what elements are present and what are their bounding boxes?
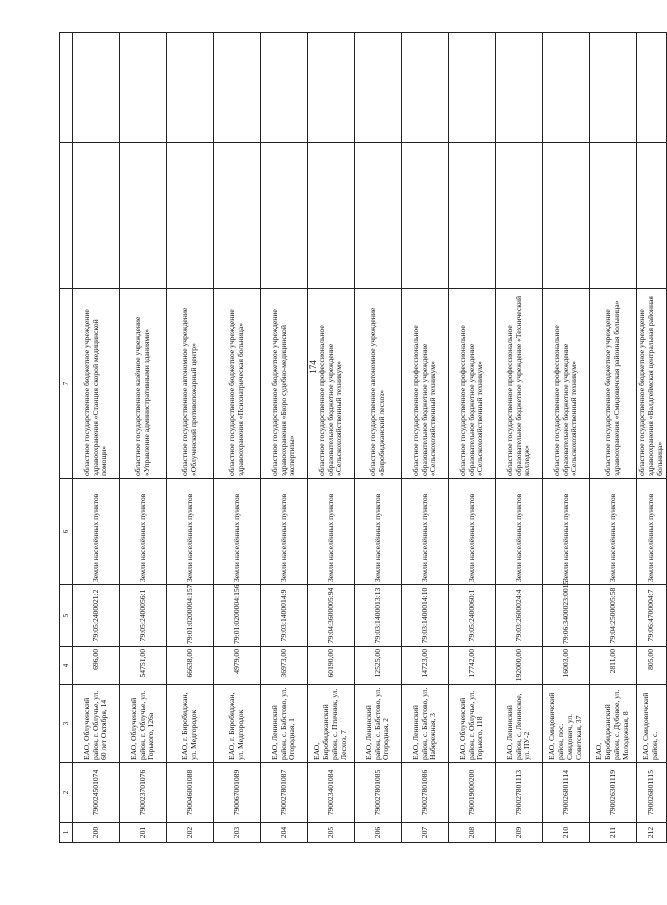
object-id: 790027801087 bbox=[261, 763, 308, 823]
land-category: Земли населённых пунктов bbox=[496, 479, 543, 585]
row-number: 212 bbox=[637, 823, 667, 843]
rotated-document bbox=[59, 33, 664, 843]
rights-holder: областное государственное бюджетное учреждение здравоохранения «Бюро судебно-медицинской экспертизы» bbox=[261, 289, 308, 479]
rights-holder: областное государственное бюджетное учреждение здравоохранения «Смидовичская районная больница» bbox=[590, 289, 637, 479]
land-category: Земли населённых пунктов bbox=[355, 479, 402, 585]
area-value: 805,00 bbox=[637, 647, 667, 685]
land-category: Земли населённых пунктов bbox=[214, 479, 261, 585]
address: ЕАО, Смидовичский район, пос. Смидович, ул. Советская, 37 bbox=[543, 685, 590, 763]
row-number: 200 bbox=[73, 823, 120, 843]
row-number: 205 bbox=[308, 823, 355, 843]
table-row bbox=[214, 33, 261, 843]
empty-cell bbox=[637, 143, 667, 289]
land-category: Земли населённых пунктов bbox=[167, 479, 214, 585]
land-category: Земли населённых пунктов bbox=[120, 479, 167, 585]
header-cell: 7 bbox=[60, 289, 73, 479]
area-value: 66638,00 bbox=[167, 647, 214, 685]
empty-cell bbox=[167, 143, 214, 289]
rights-holder: областное государственное бюджетное учреждение здравоохранения «Валдгеймская центральная районная больница» bbox=[637, 289, 667, 479]
object-id: 790027801113 bbox=[496, 763, 543, 823]
object-id: 790027801085 bbox=[355, 763, 402, 823]
object-id: 790067001089 bbox=[214, 763, 261, 823]
cadastral-number: 79:03:2600024:4 bbox=[496, 585, 543, 647]
area-value: 2811,00 bbox=[590, 647, 637, 685]
empty-cell bbox=[308, 143, 355, 289]
rights-holder: областное государственное профессиональное образовательное бюджетное учреждение «Технический колледж» bbox=[496, 289, 543, 479]
page-number: 174 bbox=[307, 360, 318, 374]
area-value: 14723,00 bbox=[402, 647, 449, 685]
empty-cell bbox=[449, 143, 496, 289]
row-number: 202 bbox=[167, 823, 214, 843]
rights-holder: областное государственное бюджетное учреждение здравоохранения «Психиатрическая больница» bbox=[214, 289, 261, 479]
row-number: 203 bbox=[214, 823, 261, 843]
address: ЕАО, Биробиджанский район, с. Дубовое, ул. Молодежная, 8 bbox=[590, 685, 637, 763]
address: ЕАО, Облученский район, г. Облучье, ул. Горького, 118 bbox=[449, 685, 496, 763]
cadastral-number: 79:01:0200004:156 bbox=[214, 585, 261, 647]
address: ЕАО, Облученский район, г. Облучье, ул. 60 лет Октября, 14 bbox=[73, 685, 120, 763]
table-row bbox=[355, 33, 402, 843]
area-value: 54751,00 bbox=[120, 647, 167, 685]
header-cell: 3 bbox=[60, 685, 73, 763]
land-category: Земли населённых пунктов bbox=[73, 479, 120, 585]
empty-cell bbox=[214, 143, 261, 289]
empty-cell bbox=[590, 143, 637, 289]
land-category: Земли населённых пунктов bbox=[402, 479, 449, 585]
row-number: 208 bbox=[449, 823, 496, 843]
empty-cell bbox=[355, 33, 402, 143]
header-cell-empty bbox=[60, 143, 73, 289]
table-row bbox=[449, 33, 496, 843]
row-number: 210 bbox=[543, 823, 590, 843]
row-number: 211 bbox=[590, 823, 637, 843]
empty-cell bbox=[261, 33, 308, 143]
empty-cell bbox=[590, 33, 637, 143]
table-row bbox=[637, 33, 667, 843]
header-cell: 6 bbox=[60, 479, 73, 585]
rights-holder: областное государственное профессиональное образовательное бюджетное учреждение «Сельскохозяйственный техникум» bbox=[402, 289, 449, 479]
empty-cell bbox=[543, 143, 590, 289]
empty-cell bbox=[261, 143, 308, 289]
empty-cell bbox=[449, 33, 496, 143]
cadastral-number: 79:05:2400060:1 bbox=[449, 585, 496, 647]
empty-cell bbox=[543, 33, 590, 143]
empty-cell bbox=[637, 33, 667, 143]
area-value: 12525,00 bbox=[355, 647, 402, 685]
table-row bbox=[73, 33, 120, 843]
address: ЕАО, Смидовичский район, с. bbox=[637, 685, 667, 763]
header-cell: 5 bbox=[60, 585, 73, 647]
area-value: 696,00 bbox=[73, 647, 120, 685]
address: ЕАО, г. Биробиджан, ул. Медгородок bbox=[167, 685, 214, 763]
empty-cell bbox=[308, 33, 355, 143]
empty-cell bbox=[73, 143, 120, 289]
address: ЕАО, Ленинский район, с. Бабстово, ул. Набережная, 3 bbox=[402, 685, 449, 763]
rights-holder: областное государственное бюджетное учреждение здравоохранения «Станция скорой медицинской помощи» bbox=[73, 289, 120, 479]
rights-holder: областное государственное профессиональное образовательное бюджетное учреждение «Сельскохозяйственный техникум» bbox=[308, 289, 355, 479]
land-registry-table bbox=[59, 32, 667, 843]
object-id: 790019000200 bbox=[449, 763, 496, 823]
address: ЕАО, г. Биробиджан, ул. Медгородок bbox=[214, 685, 261, 763]
area-value: 17742,00 bbox=[449, 647, 496, 685]
cadastral-number: 79:06:3400023:0015 bbox=[543, 585, 590, 647]
rights-holder: областное государственное автономное учреждение «Облученский противопожарный центр» bbox=[167, 289, 214, 479]
land-category: Земли населённых пунктов bbox=[590, 479, 637, 585]
cadastral-number: 79:04:3600005:94 bbox=[308, 585, 355, 647]
table-row bbox=[590, 33, 637, 843]
land-category: Земли населённых пунктов bbox=[637, 479, 667, 585]
empty-cell bbox=[167, 33, 214, 143]
address: ЕАО, Биробиджанский район, с. Птичник, ул. Лесхоз, 7 bbox=[308, 685, 355, 763]
cadastral-number: 79:03:1400014:10 bbox=[402, 585, 449, 647]
table-row bbox=[120, 33, 167, 843]
area-value: 36973,00 bbox=[261, 647, 308, 685]
address: ЕАО, Ленинский район, с. Бабстово, ул. Огородная, 2 bbox=[355, 685, 402, 763]
rights-holder: областное государственное казённое учреждение «Управление административными зданиями» bbox=[120, 289, 167, 479]
address: ЕАО, Ленинский район, с. Ленинское, ул. ПУ-2 bbox=[496, 685, 543, 763]
header-row bbox=[60, 33, 73, 843]
header-cell: 4 bbox=[60, 647, 73, 685]
empty-cell bbox=[120, 143, 167, 289]
empty-cell bbox=[402, 33, 449, 143]
empty-cell bbox=[496, 33, 543, 143]
table-row bbox=[261, 33, 308, 843]
object-id: 790024501074 bbox=[73, 763, 120, 823]
cadastral-number: 79:03:1400014:9 bbox=[261, 585, 308, 647]
row-number: 209 bbox=[496, 823, 543, 843]
table-body bbox=[60, 33, 667, 843]
area-value: 192000,00 bbox=[496, 647, 543, 685]
object-id: 790023701076 bbox=[120, 763, 167, 823]
cadastral-number: 79:06:4700004:7 bbox=[637, 585, 667, 647]
address: ЕАО, Ленинский район, с. Бабстово, ул. Огородная, 1 bbox=[261, 685, 308, 763]
land-category: Земли населённых пунктов bbox=[543, 479, 590, 585]
area-value: 4979,00 bbox=[214, 647, 261, 685]
header-cell-empty bbox=[60, 33, 73, 143]
land-category: Земли населённых пунктов bbox=[261, 479, 308, 585]
cadastral-number: 79:03:1400013:13 bbox=[355, 585, 402, 647]
land-category: Земли населённых пунктов bbox=[449, 479, 496, 585]
cadastral-number: 79:01:0200004:157 bbox=[167, 585, 214, 647]
cadastral-number: 79:05:2400056:1 bbox=[120, 585, 167, 647]
rights-holder: областное государственное автономное учреждение «Биробиджанский лесхоз» bbox=[355, 289, 402, 479]
empty-cell bbox=[402, 143, 449, 289]
row-number: 207 bbox=[402, 823, 449, 843]
rights-holder: областное государственное профессиональное образовательное бюджетное учреждение «Сельскохозяйственный техникум» bbox=[543, 289, 590, 479]
object-id: 790046001088 bbox=[167, 763, 214, 823]
land-category: Земли населённых пунктов bbox=[308, 479, 355, 585]
header-cell: 2 bbox=[60, 763, 73, 823]
object-id: 790027801086 bbox=[402, 763, 449, 823]
cadastral-number: 79:04:2500005:58 bbox=[590, 585, 637, 647]
empty-cell bbox=[496, 143, 543, 289]
object-id: 790026301119 bbox=[590, 763, 637, 823]
empty-cell bbox=[355, 143, 402, 289]
empty-cell bbox=[73, 33, 120, 143]
row-number: 204 bbox=[261, 823, 308, 843]
row-number: 201 bbox=[120, 823, 167, 843]
table-row bbox=[167, 33, 214, 843]
object-id: 790023401084 bbox=[308, 763, 355, 823]
header-cell: 1 bbox=[60, 823, 73, 843]
object-id: 790026801114 bbox=[543, 763, 590, 823]
address: ЕАО, Облученский район, г. Облучье, ул. Горького, 126а bbox=[120, 685, 167, 763]
object-id: 790026801115 bbox=[637, 763, 667, 823]
empty-cell bbox=[120, 33, 167, 143]
empty-cell bbox=[214, 33, 261, 143]
area-value: 60190,00 bbox=[308, 647, 355, 685]
rights-holder: областное государственное профессиональное образовательное бюджетное учреждение «Сельскохозяйственный техникум» bbox=[449, 289, 496, 479]
table-row bbox=[402, 33, 449, 843]
table-row bbox=[543, 33, 590, 843]
row-number: 206 bbox=[355, 823, 402, 843]
cadastral-number: 79:05:2400021:2 bbox=[73, 585, 120, 647]
area-value: 16003,00 bbox=[543, 647, 590, 685]
table-row bbox=[496, 33, 543, 843]
table-row bbox=[308, 33, 355, 843]
